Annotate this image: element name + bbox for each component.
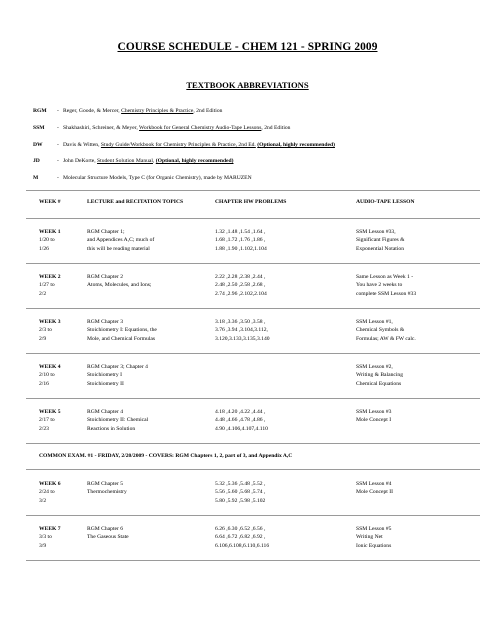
book-title: Study Guide/Workbook for Chemistry Principles & Practice, 2nd Ed.	[100, 142, 256, 148]
week-date: 3/2	[39, 497, 47, 504]
week-cell	[39, 318, 61, 343]
audio-line: Mole Concept II	[356, 489, 393, 496]
divider	[26, 353, 480, 354]
week-date: 2/17 to	[39, 417, 55, 424]
divider	[26, 308, 480, 309]
topic-line: Mole, and Chemical Formulas	[87, 335, 156, 342]
week-row	[0, 318, 495, 358]
week-row	[0, 228, 495, 268]
week-label: WEEK 3	[39, 319, 61, 325]
abbreviations-heading: TEXTBOOK ABBREVIATIONS	[186, 80, 309, 90]
audio-line: Mole Concept I	[356, 417, 392, 424]
week-date: 1/20 to	[39, 237, 55, 244]
audio-line: Chemical Symbols &	[356, 327, 405, 334]
problem-line: 2.22 ,2.28 ,2.38 ,2.44 ,	[215, 274, 266, 280]
week-cell	[39, 408, 61, 433]
audio-line: Exponential Notation	[356, 245, 405, 252]
audio-cell	[356, 525, 391, 550]
week-row	[0, 525, 495, 565]
audio-line: SSM Lesson #1,	[356, 319, 393, 325]
problem-line: 3.120,3.133,3.135,3.140	[215, 335, 270, 342]
week-date: 2/24 to	[39, 489, 55, 496]
divider	[26, 443, 480, 444]
topic-line: Stoichiometry I	[87, 372, 122, 379]
audio-line: SSM Lesson #3	[356, 409, 392, 415]
audio-line: Writing Net	[356, 534, 383, 541]
topic-line: RGM Chapter 4	[87, 409, 124, 415]
book-title: Workbook for General Chemistry Audio-Tape Lessons	[139, 125, 262, 131]
topic-line: The Gaseous State	[87, 534, 129, 541]
week-cell	[39, 363, 61, 388]
week-row	[0, 273, 495, 313]
problem-line: 1.32 ,1.48 ,1.54 ,1.64 ,	[215, 229, 266, 235]
abbreviation-description: Molecular Structure Models, Type C (for Organic Chemistry), made by MARUZEN	[63, 175, 252, 181]
topic-line: Thermochemistry	[87, 489, 127, 496]
topic-line: and Appendices A,C; much of	[87, 237, 155, 244]
abbreviation-description: Shakhashiri, Schreiner, & Meyer, Workbook for General Chemistry Audio-Tape Lessons, 2nd Edition	[63, 125, 291, 131]
divider	[26, 469, 480, 470]
week-date: 3/3 to	[39, 534, 52, 541]
audio-line: Chemical Equations	[356, 380, 402, 387]
week-label: WEEK 7	[39, 526, 61, 532]
audio-line: You have 2 weeks to	[356, 282, 403, 289]
week-row	[0, 363, 495, 403]
audio-line: Ionic Equations	[356, 542, 392, 549]
problem-line: 1.68 ,1.72 ,1.76 ,1.86 ,	[215, 237, 266, 244]
problem-line: 5.80 ,5.92 ,5.98 ,5.102	[215, 497, 266, 504]
problems-cell	[215, 480, 265, 505]
topic-line: Stoichiometry II: Chemical	[87, 417, 149, 424]
week-date: 2/23	[39, 425, 49, 432]
week-label: WEEK 2	[39, 274, 61, 280]
topics-cell	[87, 525, 129, 542]
audio-cell	[356, 408, 391, 425]
problem-line: 3.76 ,3.94 ,3.104,3.112,	[215, 327, 268, 334]
book-title: Chemistry Principles & Practice	[121, 108, 194, 114]
abbreviation-dash: -	[57, 158, 59, 164]
audio-cell	[356, 480, 393, 497]
problem-line: 5.32 ,5.36 ,5.48 ,5.52 ,	[215, 481, 266, 487]
problems-cell	[215, 228, 267, 253]
exam-notice: COMMON EXAM. #1 - FRIDAY, 2/20/2009 - COVERS: RGM Chapters 1, 2, part of 3, and Appendix A,C	[39, 453, 293, 459]
topic-line: Reactions in Solution	[87, 425, 136, 432]
problem-line: 2.74 ,2.96 ,2.102,2.104	[215, 290, 267, 297]
topics-cell	[87, 228, 154, 253]
topic-line: Stoichiometry II	[87, 380, 124, 387]
topic-line: RGM Chapter 1;	[87, 229, 125, 235]
problem-line: 4.48 ,4.66 ,4.78 ,4.86 ,	[215, 417, 266, 424]
header-topics: LECTURE and RECITATION TOPICS	[87, 199, 184, 205]
problems-cell	[215, 273, 267, 298]
week-label: WEEK 6	[39, 481, 61, 487]
week-date: 2/9	[39, 335, 47, 342]
topics-cell	[87, 318, 157, 343]
audio-line: Significant Figures &	[356, 237, 405, 244]
week-date: 2/3 to	[39, 327, 52, 334]
book-title: Student Solution Manual	[97, 158, 153, 164]
audio-cell	[356, 273, 416, 298]
week-date: 2/2	[39, 290, 47, 297]
week-date: 2/16	[39, 380, 49, 387]
problem-line: 2.48 ,2.50 ,2.58 ,2.68 ,	[215, 282, 266, 289]
optional-note: (Optional, highly recommended)	[257, 142, 335, 148]
week-label: WEEK 5	[39, 409, 61, 415]
topics-cell	[87, 273, 151, 290]
abbreviation-description: John DeKorte, Student Solution Manual, (Optional, highly recommended)	[63, 158, 234, 164]
divider	[26, 190, 480, 191]
page-title: COURSE SCHEDULE - CHEM 121 - SPRING 2009	[117, 41, 378, 53]
header-audio: AUDIO-TAPE LESSON	[356, 199, 415, 205]
topic-line: RGM Chapter 2	[87, 274, 124, 280]
week-date: 3/9	[39, 542, 47, 549]
topic-line: RGM Chapter 3	[87, 319, 124, 325]
abbreviation-dash: -	[57, 142, 59, 148]
problems-cell	[215, 525, 269, 550]
problem-line: 3.18 ,3.36 ,3.50 ,3.58 ,	[215, 319, 266, 325]
week-cell	[39, 273, 61, 298]
header-week: WEEK #	[39, 199, 61, 205]
week-cell	[39, 480, 61, 505]
problem-line: 6.106,6.108,6.110,6.116	[215, 542, 270, 549]
audio-cell	[356, 228, 404, 253]
abbreviation-dash: -	[57, 108, 59, 114]
divider	[26, 218, 480, 219]
topic-line: RGM Chapter 3; Chapter 4	[87, 364, 148, 370]
week-label: WEEK 1	[39, 229, 61, 235]
week-cell	[39, 525, 61, 550]
problem-line: 5.56 ,5.60 ,5.68 ,5.74 ,	[215, 489, 266, 496]
audio-line: SSM Lesson #4	[356, 481, 392, 487]
audio-line: SSM Lesson #5	[356, 526, 392, 532]
abbreviation-dash: -	[57, 125, 59, 131]
divider	[26, 263, 480, 264]
topic-line: Atoms, Molecules, and Ions;	[87, 282, 152, 289]
problem-line: 1.88 ,1.90 ,1.102,1.104	[215, 245, 267, 252]
abbreviation-code: RGM	[33, 108, 47, 114]
problem-line: 6.64 ,6.72 ,6.82 ,6.92 ,	[215, 534, 266, 541]
audio-line: SSM Lesson #2,	[356, 364, 393, 370]
week-row	[0, 480, 495, 520]
divider	[26, 560, 480, 561]
abbreviation-code: SSM	[33, 125, 45, 131]
week-row	[0, 408, 495, 448]
divider	[26, 515, 480, 516]
week-label: WEEK 4	[39, 364, 61, 370]
problem-line: 4.90 ,4.106,4.107,4.110	[215, 425, 268, 432]
topics-cell	[87, 363, 148, 388]
problems-cell	[215, 318, 270, 343]
topic-line: RGM Chapter 5	[87, 481, 124, 487]
audio-line: Writing & Balancing	[356, 372, 404, 379]
topics-cell	[87, 480, 127, 497]
week-date: 1/26	[39, 245, 49, 252]
optional-note: (Optional, highly recommended)	[155, 158, 234, 164]
topic-line: RGM Chapter 6	[87, 526, 124, 532]
abbreviation-code: JD	[33, 158, 40, 164]
topic-line: this will be reading material	[87, 245, 150, 252]
header-problems: CHAPTER HW PROBLEMS	[215, 199, 287, 205]
audio-line: Formulas; AW & FW calc.	[356, 335, 416, 342]
divider	[26, 398, 480, 399]
abbreviation-code: M	[33, 175, 39, 181]
audio-line: complete SSM Lesson #33	[356, 290, 417, 297]
problem-line: 4.18 ,4.20 ,4.22 ,4.44 ,	[215, 409, 266, 415]
topic-line: Stoichiometry I: Equations, the	[87, 327, 157, 334]
audio-cell	[356, 363, 403, 388]
audio-line: Same Lesson as Week 1 -	[356, 274, 414, 280]
audio-line: SSM Lesson #33,	[356, 229, 396, 235]
problem-line: 6.26 ,6.30 ,6.52 ,6.56 ,	[215, 526, 266, 532]
abbreviation-description: Davis & Witten, Study Guide/Workbook for Chemistry Principles & Practice, 2nd Ed. (Optional, highly recommended)	[63, 142, 335, 148]
audio-cell	[356, 318, 416, 343]
topics-cell	[87, 408, 148, 433]
week-date: 2/10 to	[39, 372, 55, 379]
abbreviation-code: DW	[33, 142, 43, 148]
week-cell	[39, 228, 61, 253]
abbreviation-description: Reger, Goode, & Mercer, Chemistry Principles & Practice, 2nd Edition	[63, 108, 223, 114]
problems-cell	[215, 408, 268, 433]
abbreviation-dash: -	[57, 175, 59, 181]
week-date: 1/27 to	[39, 282, 55, 289]
